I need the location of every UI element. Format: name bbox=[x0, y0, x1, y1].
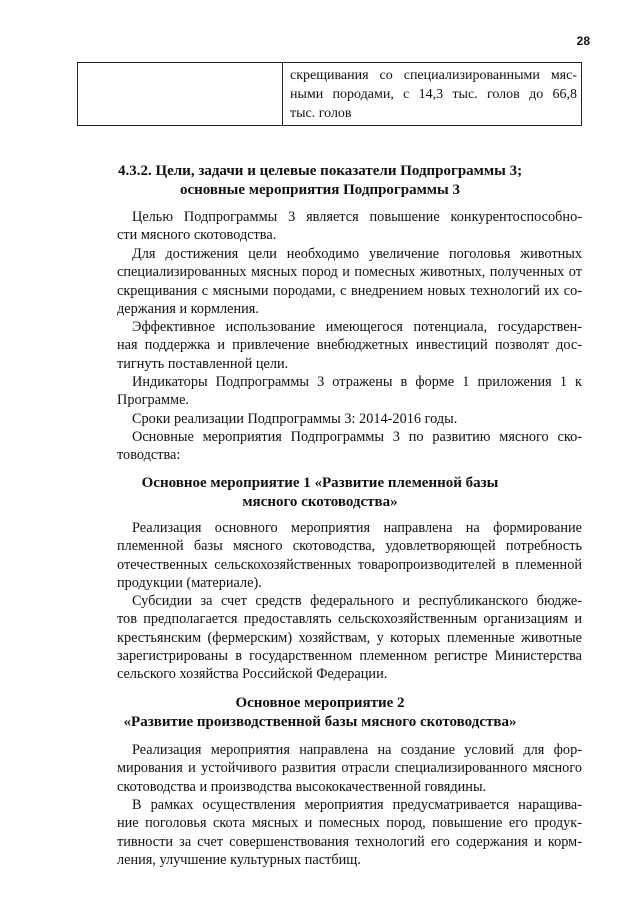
text-line: Индикаторы Подпрограммы 3 отражены в форме 1 приложения 1 к bbox=[132, 374, 582, 390]
text-line: скрещивания с мясными породами, с внедрением новых технологий их со- bbox=[117, 282, 582, 299]
table-cell-text bbox=[283, 63, 582, 126]
paragraph bbox=[117, 796, 582, 869]
paragraph bbox=[117, 592, 582, 683]
measure1-heading-line: мясного скотоводства» bbox=[242, 494, 398, 510]
paragraph bbox=[117, 519, 582, 592]
measure1-heading-line: Основное мероприятие 1 «Развитие племенной базы bbox=[141, 475, 499, 491]
text-line: тов предполагается предоставлять сельскохозяйственным организациям и bbox=[117, 611, 582, 628]
text-line: ная поддержка и привлечение внебюджетных инвестиций позволят дос- bbox=[117, 337, 582, 354]
text-line: Основные мероприятия Подпрограммы 3 по развитию мясного ско- bbox=[132, 429, 582, 445]
text-line: Реализация основного мероприятия направлена на формирование bbox=[132, 520, 582, 536]
text-line: тивности за счет совершенствования технологий его содержания и корм- bbox=[117, 833, 582, 850]
text-line: Для достижения цели необходимо увеличение поголовья животных bbox=[132, 246, 582, 262]
text-line: Субсидии за счет средств федерального и республиканского бюдже- bbox=[132, 593, 582, 609]
text-line: ние поголовья скота мясных и помесных пород, повышение его продук- bbox=[117, 815, 582, 832]
text-line: держания и кормления. bbox=[117, 300, 259, 317]
measure2-heading bbox=[0, 694, 640, 732]
text-line: Сроки реализации Подпрограммы 3: 2014-2016 годы. bbox=[132, 411, 458, 427]
text-line: сельского хозяйства Российской Федерации. bbox=[117, 666, 388, 683]
paragraph bbox=[117, 410, 582, 428]
text-line: Эффективное использование имеющегося потенциала, государствен- bbox=[132, 319, 582, 335]
text-line: скотоводства и производства высококачественной говядины. bbox=[117, 778, 487, 795]
text-line: Целью Подпрограммы 3 является повышение конкурентоспособно- bbox=[132, 209, 582, 225]
text-line: сти мясного скотоводства. bbox=[117, 227, 277, 244]
text-line: отечественных сельскохозяйственных товаропроизводителей в племенной bbox=[117, 556, 582, 573]
table-line: тыс. голов bbox=[290, 106, 352, 121]
text-line: мирования и устойчивого развития отрасли специализированного мясного bbox=[117, 760, 582, 777]
text-line: зарегистрированы в государственном племенном регистре Министерства bbox=[117, 647, 582, 664]
measure1-heading bbox=[0, 474, 640, 512]
table-cell-empty bbox=[78, 63, 283, 126]
paragraph bbox=[117, 741, 582, 796]
text-line: товодства: bbox=[117, 447, 181, 464]
section-heading bbox=[0, 162, 640, 200]
page-number: 28 bbox=[576, 34, 590, 48]
paragraph bbox=[117, 373, 582, 410]
text-line: продукции (материале). bbox=[117, 574, 262, 591]
section-heading-line: 4.3.2. Цели, задачи и целевые показатели Подпрограммы 3; bbox=[117, 163, 523, 179]
measure2-heading-line: Основное мероприятие 2 bbox=[235, 695, 405, 711]
text-line: специализированных мясных пород и помесных животных, полученных от bbox=[117, 264, 582, 281]
text-line: крестьянским (фермерским) хозяйствам, у которых племенные животные bbox=[117, 629, 582, 646]
table-row bbox=[78, 63, 582, 126]
section-heading-line: основные мероприятия Подпрограммы 3 bbox=[180, 182, 460, 198]
text-line: Реализация мероприятия направлена на создание условий для фор- bbox=[132, 742, 582, 758]
continuation-table bbox=[77, 62, 582, 126]
paragraph bbox=[117, 318, 582, 373]
text-line: ления, улучшение культурных пастбищ. bbox=[117, 851, 361, 868]
paragraph bbox=[117, 245, 582, 318]
text-line: Программе. bbox=[117, 392, 189, 409]
text-line: тигнуть поставленной цели. bbox=[117, 355, 289, 372]
table-line: ными породами, с 14,3 тыс. голов до 66,8 bbox=[290, 87, 577, 102]
measure2-heading-line: «Развитие производственной базы мясного скотоводства» bbox=[123, 714, 517, 730]
text-line: В рамках осуществления мероприятия предусматривается наращива- bbox=[132, 797, 582, 813]
table-line: скрещивания со специализированными мяс- bbox=[290, 68, 577, 83]
text-line: племенной базы мясного скотоводства, удовлетворяющей потребность bbox=[117, 538, 582, 555]
paragraph bbox=[117, 428, 582, 465]
paragraph bbox=[117, 208, 582, 245]
